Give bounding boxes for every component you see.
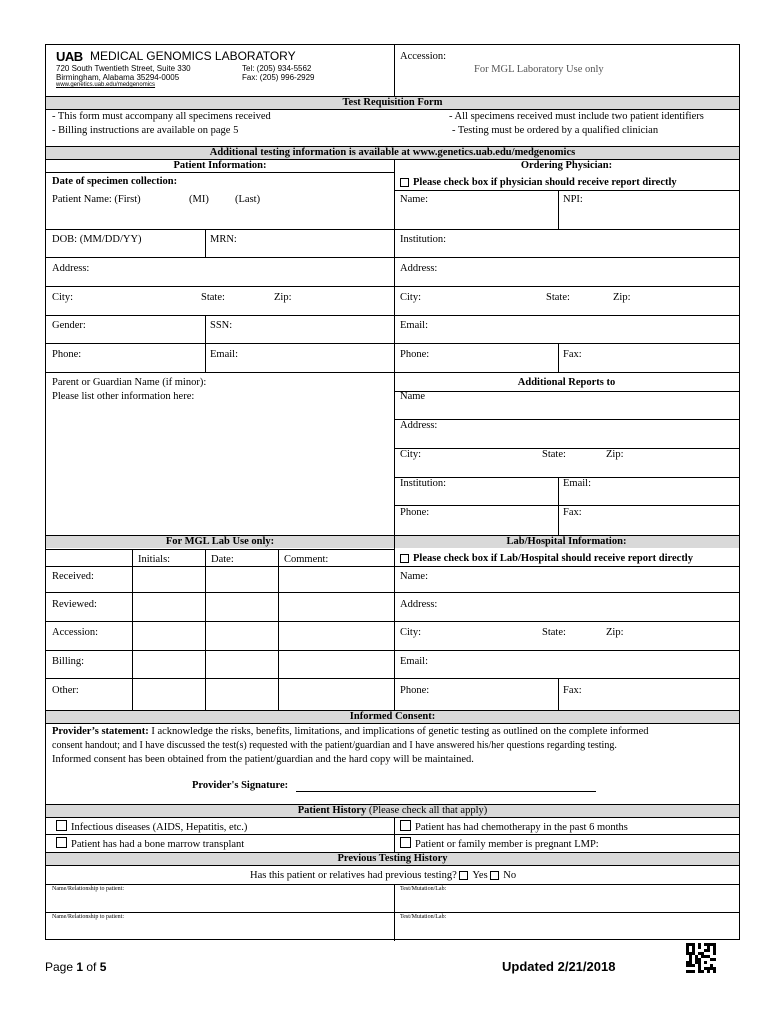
previous-question-text: Has this patient or relatives had previous testing? (250, 870, 457, 881)
additional-institution-field[interactable]: Institution: (400, 478, 447, 489)
consent-text-line2: consent handout; and I have discussed the test(s) requested with the patient/guardian and I have answered his/her questions regarding testing. (52, 740, 617, 751)
provider-signature-label: Provider's Signature: (192, 780, 289, 791)
additional-fax-field[interactable]: Fax: (563, 507, 582, 518)
other-info-field[interactable]: Please list other information here: (52, 391, 195, 402)
no-option: No (503, 870, 517, 881)
requisition-form (45, 44, 740, 940)
mgl-row-accession: Accession: (52, 627, 99, 638)
patient-last-name-field[interactable]: (Last) (235, 194, 261, 205)
physician-phone-field[interactable]: Phone: (400, 349, 430, 360)
mgl-use-heading: For MGL Lab Use only: (165, 536, 275, 547)
patient-state-field[interactable]: State: (201, 292, 225, 303)
consent-text-line1 (52, 725, 649, 738)
patient-dob-field[interactable]: DOB: (MM/DD/YY) (52, 234, 142, 245)
mgl-row-reviewed: Reviewed: (52, 599, 97, 610)
patient-address-field[interactable]: Address: (52, 263, 90, 274)
history-item-infectious[interactable] (56, 820, 247, 834)
mgl-row-billing: Billing: (52, 656, 85, 667)
test-mutation-field-1[interactable]: Test/Mutation/Lab: (400, 886, 447, 892)
physician-zip-field[interactable]: Zip: (613, 292, 631, 303)
history-item-transplant[interactable] (56, 837, 244, 851)
history-item-chemo-label: Patient has had chemotherapy in the past 6 months (415, 822, 628, 833)
consent-text-line3: Informed consent has been obtained from the patient/guardian and the hard copy will be maintained. (52, 754, 474, 765)
patient-zip-field[interactable]: Zip: (274, 292, 292, 303)
checkbox-icon[interactable] (400, 178, 409, 187)
additional-zip-field[interactable]: Zip: (606, 449, 624, 460)
lab-fax-field[interactable]: Fax: (563, 685, 582, 696)
patient-city-field[interactable]: City: (52, 292, 74, 303)
physician-fax-field[interactable]: Fax: (563, 349, 582, 360)
additional-email-field[interactable]: Email: (563, 478, 591, 489)
physician-city-field[interactable]: City: (400, 292, 422, 303)
note-accompany: - This form must accompany all specimens received (52, 111, 271, 122)
page-current: 1 (76, 960, 84, 974)
previous-testing-heading: Previous Testing History (337, 853, 448, 864)
previous-testing-question (250, 869, 516, 882)
lab-report-checkbox-label: Please check box if Lab/Hospital should receive report directly (413, 553, 693, 564)
physician-email-field[interactable]: Email: (400, 320, 428, 331)
lab-hospital-heading: Lab/Hospital Information: (506, 536, 627, 547)
additional-state-field[interactable]: State: (542, 449, 566, 460)
physician-state-field[interactable]: State: (546, 292, 570, 303)
physician-name-field[interactable]: Name: (400, 194, 428, 205)
uab-logo: UAB (56, 49, 83, 64)
consent-line1: I acknowledge the risks, benefits, limitations, and implications of genetic testing as outlined on the complete informed (148, 726, 649, 737)
lab-phone: Tel: (205) 934-5562 (242, 64, 312, 73)
additional-address-field[interactable]: Address: (400, 420, 438, 431)
test-mutation-field-2[interactable]: Test/Mutation/Lab: (400, 914, 447, 920)
lab-address-line1: 720 South Twentieth Street, Suite 330 (56, 64, 191, 73)
lab-name-field[interactable]: Name: (400, 571, 428, 582)
patient-mi-field[interactable]: (MI) (189, 194, 209, 205)
physician-npi-field[interactable]: NPI: (563, 194, 583, 205)
no-checkbox-icon[interactable] (490, 871, 499, 880)
yes-checkbox-icon[interactable] (459, 871, 468, 880)
physician-institution-field[interactable]: Institution: (400, 234, 447, 245)
note-identifiers: - All specimens received must include two patient identifiers (449, 111, 704, 122)
mgl-col-comment: Comment: (284, 554, 329, 565)
history-heading (46, 804, 739, 817)
patient-gender-field[interactable]: Gender: (52, 320, 86, 331)
history-item-transplant-label: Patient has had a bone marrow transplant (71, 839, 245, 850)
additional-name-field[interactable]: Name (400, 391, 426, 402)
mgl-col-initials: Initials: (138, 554, 171, 565)
patient-first-name-field[interactable]: Patient Name: (First) (52, 194, 141, 205)
lab-website-link[interactable]: www.genetics.uab.edu/medgenomics (56, 82, 156, 88)
additional-reports-heading: Additional Reports to (517, 377, 616, 388)
lab-email-field[interactable]: Email: (400, 656, 428, 667)
page-number (45, 960, 106, 974)
lab-fax: Fax: (205) 996-2929 (242, 73, 315, 82)
relationship-field-2[interactable]: Name/Relationship to patient: (52, 914, 124, 920)
checkbox-icon[interactable] (400, 554, 409, 563)
note-billing: - Billing instructions are available on page 5 (52, 125, 239, 136)
lab-report-checkbox[interactable] (400, 552, 693, 565)
accession-label: Accession: (400, 51, 447, 62)
history-item-chemo[interactable] (400, 820, 628, 834)
checkbox-icon[interactable] (400, 820, 411, 831)
page-total: 5 (99, 960, 107, 974)
lab-address-field[interactable]: Address: (400, 599, 438, 610)
patient-info-heading: Patient Information: (173, 160, 267, 171)
qr-code-icon (686, 943, 716, 973)
provider-statement-label: Provider’s statement: (52, 726, 149, 737)
history-item-pregnant-label: Patient or family member is pregnant LMP: (415, 839, 599, 850)
lab-state-field[interactable]: State: (542, 627, 566, 638)
lab-zip-field[interactable]: Zip: (606, 627, 624, 638)
patient-ssn-field[interactable]: SSN: (210, 320, 233, 331)
additional-phone-field[interactable]: Phone: (400, 507, 430, 518)
lab-city-field[interactable]: City: (400, 627, 422, 638)
mgl-col-date: Date: (211, 554, 234, 565)
checkbox-icon[interactable] (56, 837, 67, 848)
physician-address-field[interactable]: Address: (400, 263, 438, 274)
patient-phone-field[interactable]: Phone: (52, 349, 82, 360)
additional-city-field[interactable]: City: (400, 449, 422, 460)
note-clinician: - Testing must be ordered by a qualified clinician (452, 125, 659, 136)
consent-heading: Informed Consent: (349, 711, 436, 722)
mgl-row-other: Other: (52, 685, 79, 696)
updated-date: Updated 2/21/2018 (502, 959, 616, 974)
lab-name: MEDICAL GENOMICS LABORATORY (90, 49, 296, 63)
patient-mrn-field[interactable]: MRN: (210, 234, 237, 245)
guardian-name-field[interactable]: Parent or Guardian Name (if minor): (52, 377, 207, 388)
mgl-row-received: Received: (52, 571, 94, 582)
history-heading-note: (Please check all that apply) (366, 805, 488, 816)
provider-signature-line[interactable] (296, 791, 596, 792)
ordering-physician-heading: Ordering Physician: (520, 160, 613, 171)
yes-option: Yes (472, 870, 488, 881)
mgl-use-only-note: For MGL Laboratory Use only (474, 64, 604, 75)
lab-address-line2: Birmingham, Alabama 35294-0005 (56, 73, 180, 82)
physician-report-checkbox-label: Please check box if physician should receive report directly (413, 177, 677, 188)
specimen-date-field[interactable]: Date of specimen collection: (52, 176, 178, 187)
page-prefix: Page (45, 960, 77, 974)
lab-phone-field[interactable]: Phone: (400, 685, 430, 696)
page-of: of (83, 960, 100, 974)
checkbox-icon[interactable] (400, 837, 411, 848)
history-heading-text: Patient History (297, 805, 367, 816)
physician-report-checkbox[interactable] (400, 176, 677, 189)
additional-info-link[interactable]: Additional testing information is available at www.genetics.uab.edu/medgenomics (209, 147, 576, 158)
history-item-pregnant[interactable] (400, 837, 599, 851)
history-item-infectious-label: Infectious diseases (AIDS, Hepatitis, etc.) (71, 822, 248, 833)
checkbox-icon[interactable] (56, 820, 67, 831)
form-title: Test Requisition Form (342, 97, 443, 108)
relationship-field-1[interactable]: Name/Relationship to patient: (52, 886, 124, 892)
patient-email-field[interactable]: Email: (210, 349, 238, 360)
